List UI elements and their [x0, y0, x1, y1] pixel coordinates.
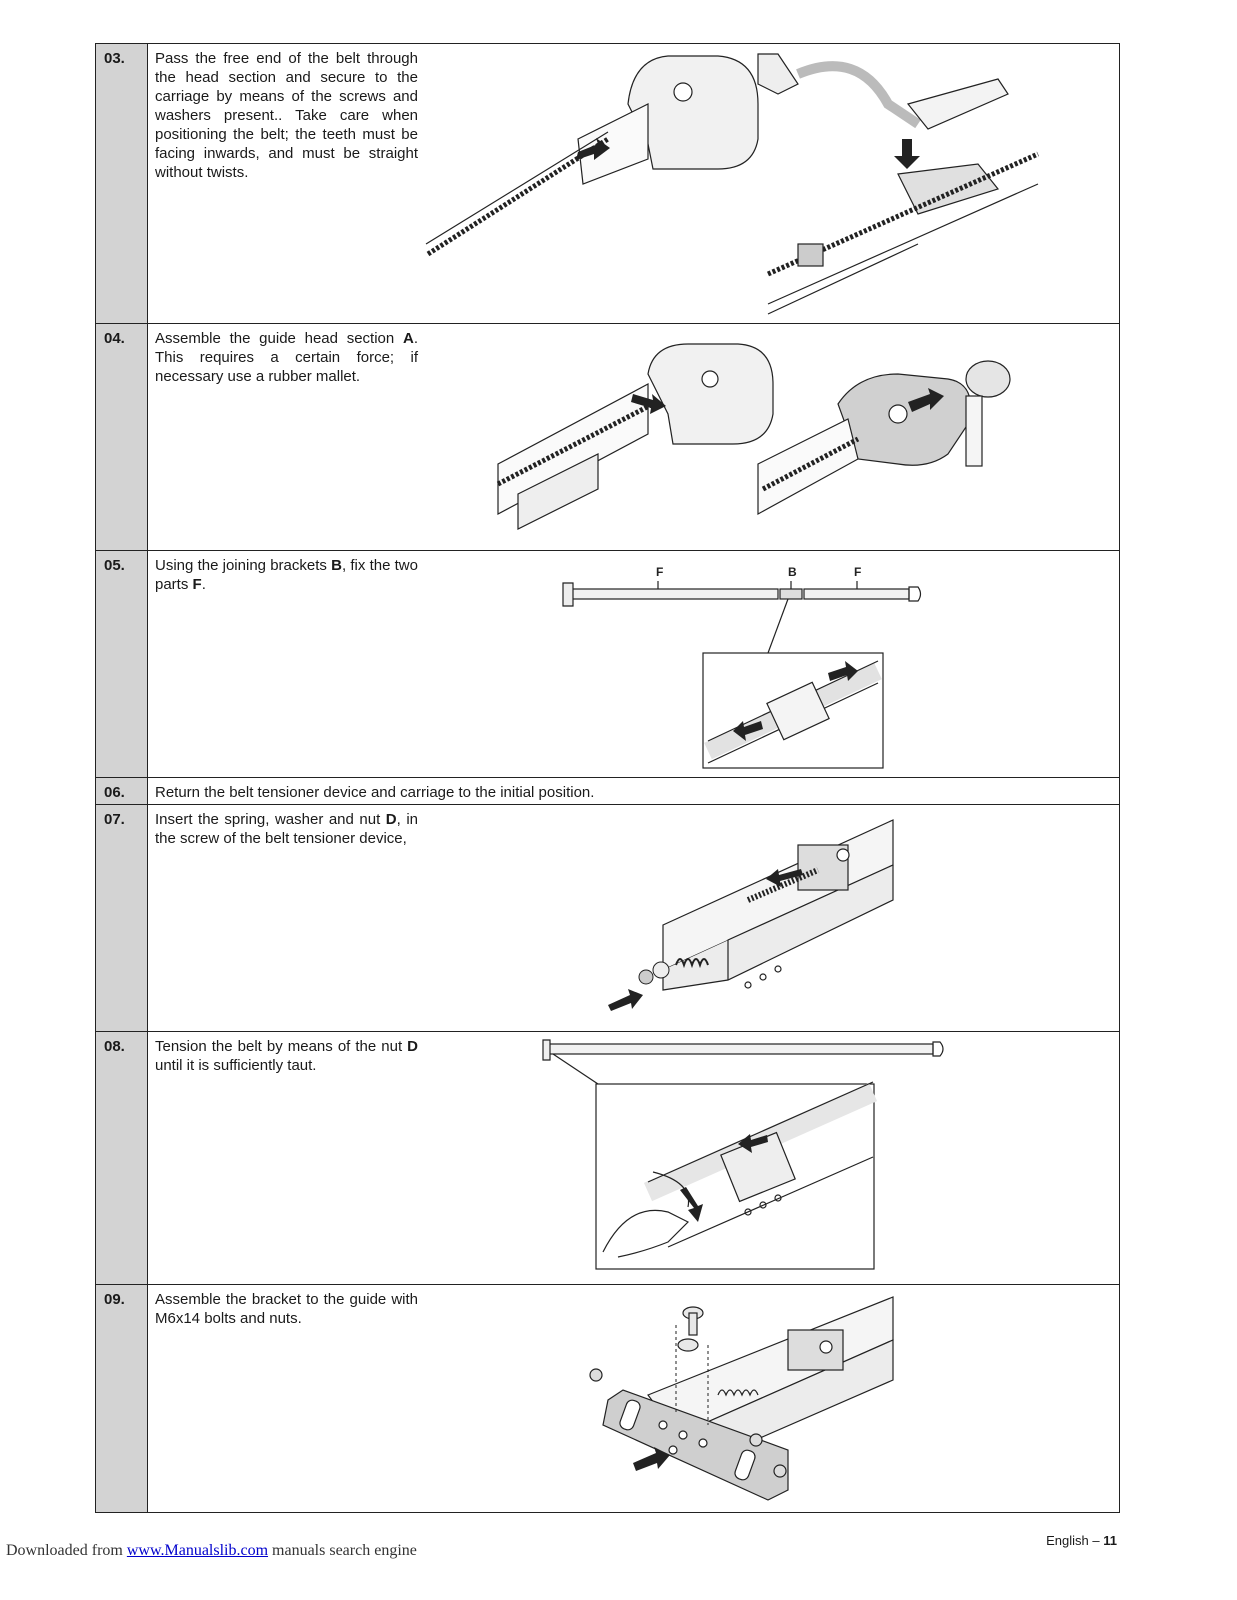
step-row-07 [96, 805, 1119, 1032]
step-text: Return the belt tensioner device and carriage to the initial position. [155, 784, 595, 801]
download-banner: Downloaded from www.Manualslib.com manuals search engine [6, 1542, 417, 1559]
page-footer: English – 11 [1046, 1533, 1117, 1548]
label-b: B [788, 565, 797, 579]
step-number: 05. [96, 551, 148, 777]
step-row-06 [96, 778, 1119, 805]
step-row-08 [96, 1032, 1119, 1285]
step-text: Assemble the bracket to the guide with M6x14 bolts and nuts. [155, 1291, 418, 1327]
mallet-icon [966, 361, 1010, 466]
step-number: 09. [96, 1285, 148, 1512]
arrow-icon [894, 139, 920, 169]
step-text: Tension the belt by means of the nut D until it is sufficiently taut. [155, 1038, 418, 1074]
step-illustration [418, 551, 1119, 777]
nut-icon [639, 970, 653, 984]
step-number: 03. [96, 44, 148, 323]
step-number: 07. [96, 805, 148, 1031]
rail-drawing [563, 581, 921, 653]
washer-icon [653, 962, 669, 978]
step-illustration [418, 324, 1119, 550]
step-illustration [418, 805, 1119, 1031]
rail-drawing [543, 1040, 943, 1084]
step-text: Using the joining brackets B, fix the two parts F. [155, 557, 418, 593]
carriage-drawing [758, 54, 1038, 314]
arrow-icon [608, 989, 643, 1011]
step-row-03 [96, 44, 1119, 324]
step-row-04 [96, 324, 1119, 551]
step-illustration [418, 1285, 1119, 1512]
tensioner-drawing [663, 820, 893, 990]
manualslib-link[interactable]: www.Manualslib.com [126, 1542, 269, 1559]
guide-head-drawing [498, 344, 773, 529]
bolt-icon [678, 1307, 703, 1351]
step-number: 04. [96, 324, 148, 550]
step-text: Assemble the guide head section A. This requires a certain force; if necessary use a rubber mallet. [155, 330, 418, 385]
instruction-table [95, 43, 1120, 1513]
step-number: 08. [96, 1032, 148, 1284]
page-number: 11 [1103, 1533, 1117, 1548]
step-number: 06. [96, 778, 148, 804]
label-f-left: F [656, 565, 664, 579]
step-illustration [418, 1032, 1119, 1284]
step-text: Pass the free end of the belt through the head section and secure to the carriage by means of the screws and washers present.. Take care when positioning the belt; the teeth must be facing inwards, and must be straight without twists. [155, 50, 418, 181]
head-section-drawing [426, 56, 758, 254]
step-illustration [418, 44, 1119, 323]
detail-inset [596, 1082, 874, 1269]
step-row-05 [96, 551, 1119, 778]
step-row-09 [96, 1285, 1119, 1512]
step-text: Insert the spring, washer and nut D, in the screw of the belt tensioner device, [155, 811, 418, 847]
label-f-right: F [854, 565, 862, 579]
